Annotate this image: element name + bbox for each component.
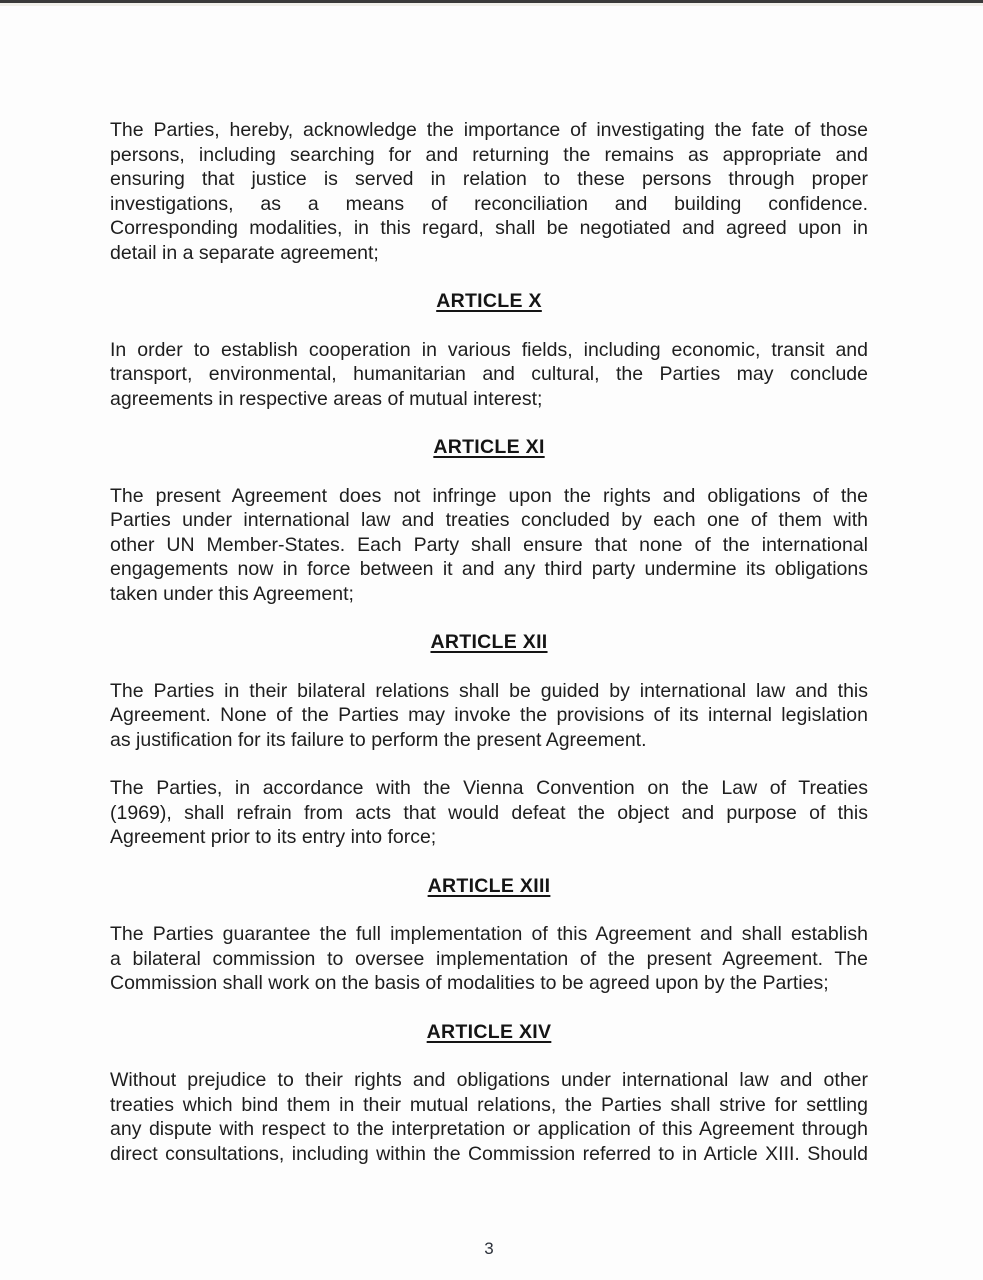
article-heading-text: ARTICLE XI: [433, 436, 545, 458]
paragraph-line: other UN Member-States. Each Party shall ensure that none of the international: [110, 533, 868, 556]
paragraph-line: as justification for its failure to perform the present Agreement.: [110, 728, 647, 751]
article-heading-text: ARTICLE XII: [430, 631, 548, 653]
paragraph-line: Without prejudice to their rights and obligations under international law and other: [110, 1069, 868, 1091]
page-number: 3: [484, 1239, 494, 1258]
paragraph: [110, 484, 868, 607]
paragraph: [110, 338, 868, 412]
paragraph-line: (1969), shall refrain from acts that would defeat the object and purpose of this: [110, 801, 868, 824]
scan-top-edge-shadow: [0, 3, 983, 6]
paragraph-line: The Parties in their bilateral relations shall be guided by international law and this: [110, 679, 868, 702]
paragraph: [110, 922, 868, 996]
article-heading: [110, 289, 868, 314]
paragraph-line: Agreement. None of the Parties may invoke the provisions of its internal legislation: [110, 704, 868, 726]
page-body: [110, 118, 868, 1190]
article-heading: [110, 1020, 868, 1045]
paragraph-line: persons, including searching for and returning the remains as appropriate and: [110, 143, 868, 166]
article-heading: [110, 630, 868, 655]
paragraph: [110, 776, 868, 850]
paragraph: [110, 1068, 868, 1166]
paragraph-line: ensuring that justice is served in relation to these persons through proper: [110, 168, 868, 190]
paragraph-line: taken under this Agreement;: [110, 582, 354, 605]
paragraph-line: treaties which bind them in their mutual relations, the Parties shall strive for settling: [110, 1093, 868, 1116]
paragraph-line: The Parties, hereby, acknowledge the importance of investigating the fate of those: [110, 119, 868, 141]
paragraph-line: Parties under international law and treaties concluded by each one of them with: [110, 509, 868, 531]
paragraph-line: Commission shall work on the basis of modalities to be agreed upon by the Parties;: [110, 972, 829, 994]
paragraph-line: transport, environmental, humanitarian and cultural, the Parties may conclude: [110, 363, 868, 385]
paragraph: [110, 118, 868, 265]
paragraph-line: Agreement prior to its entry into force;: [110, 826, 437, 848]
paragraph: [110, 679, 868, 753]
paragraph-line: In order to establish cooperation in various fields, including economic, transit and: [110, 338, 868, 361]
article-heading-text: ARTICLE X: [436, 290, 542, 312]
paragraph-line: agreements in respective areas of mutual interest;: [110, 387, 543, 410]
paragraph-line: detail in a separate agreement;: [110, 241, 379, 264]
article-heading: [110, 435, 868, 460]
article-heading-text: ARTICLE XIII: [427, 874, 551, 897]
paragraph-line: The Parties guarantee the full implementation of this Agreement and shall establish: [110, 923, 868, 945]
paragraph-line: Corresponding modalities, in this regard, shall be negotiated and agreed upon in: [110, 217, 868, 239]
paragraph-line: any dispute with respect to the interpretation or application of this Agreement through: [110, 1118, 868, 1140]
article-heading: [110, 874, 868, 899]
paragraph-line: engagements now in force between it and any third party undermine its obligations: [110, 558, 868, 580]
paragraph-line: The present Agreement does not infringe upon the rights and obligations of the: [110, 484, 868, 507]
paragraph-line: investigations, as a means of reconciliation and building confidence.: [110, 192, 868, 215]
article-heading-text: ARTICLE XIV: [426, 1020, 552, 1043]
paragraph-line: a bilateral commission to oversee implementation of the present Agreement. The: [110, 947, 868, 970]
paragraph-line: The Parties, in accordance with the Vienna Convention on the Law of Treaties: [110, 777, 868, 799]
paragraph-line: direct consultations, including within the Commission referred to in Article XIII. Should: [110, 1142, 868, 1165]
